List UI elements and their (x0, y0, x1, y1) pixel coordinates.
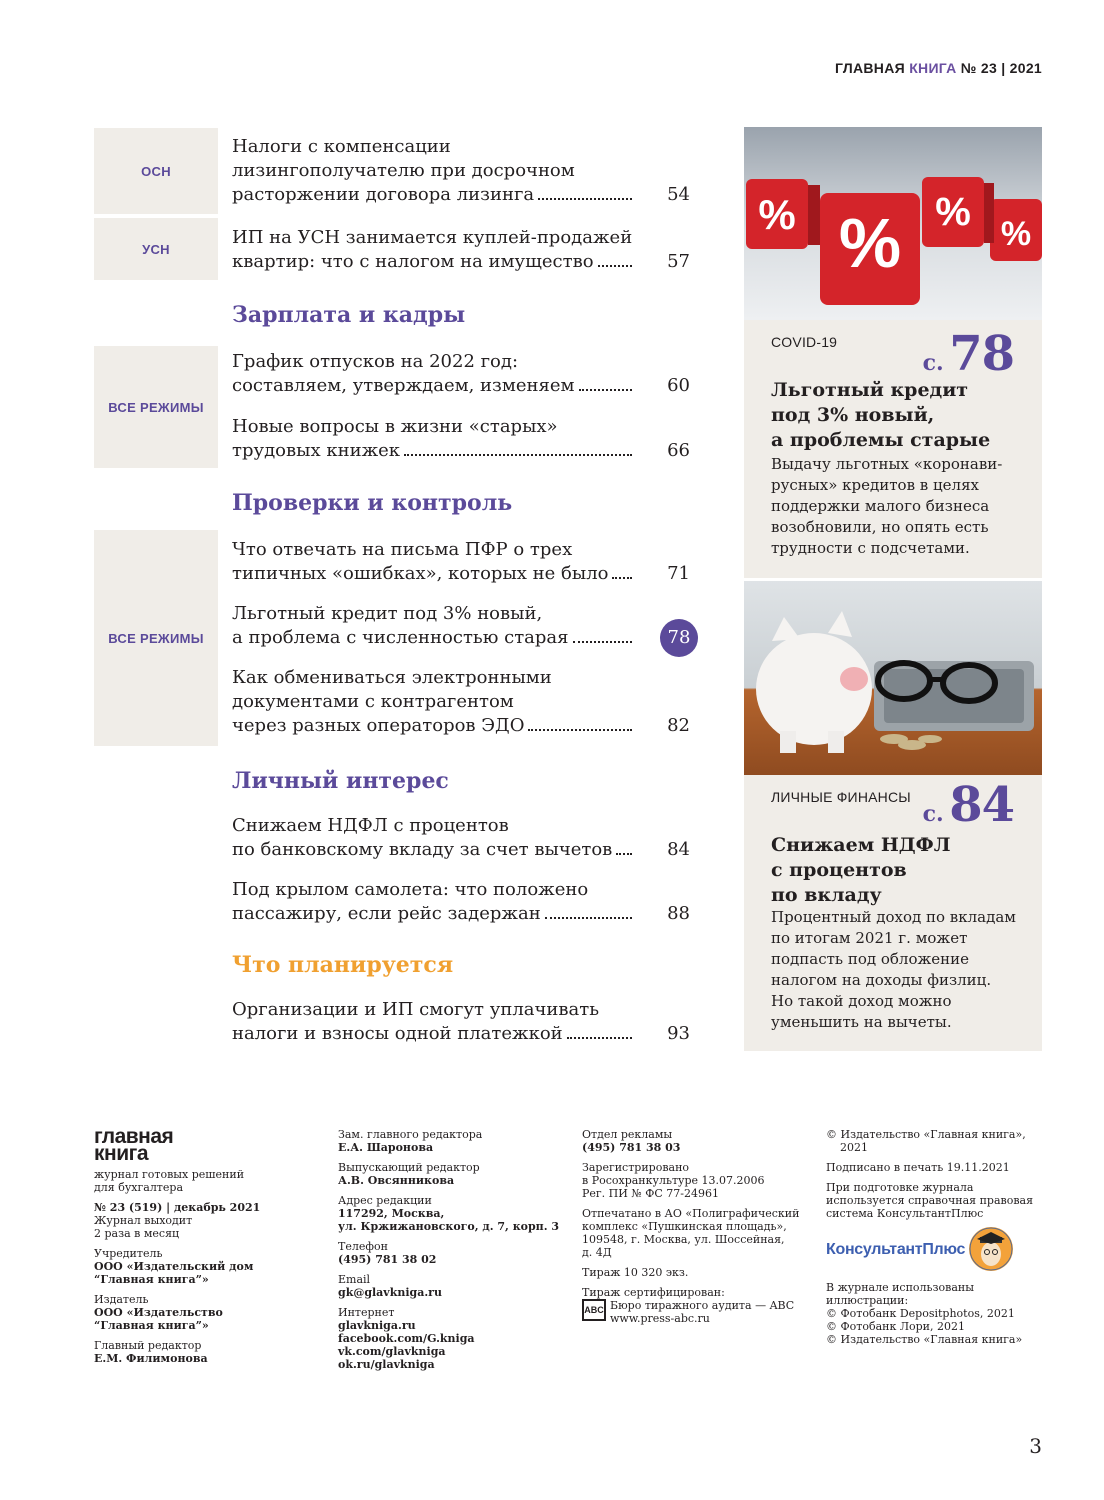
title-line: с процентов (771, 859, 907, 881)
link-press-abc[interactable]: www.press-abc.ru (610, 1312, 710, 1325)
text-line: Выдачу льготных «коронави- (771, 455, 1003, 473)
entry-line: типичных «ошибках», которых не было (232, 563, 609, 584)
entry-line: пассажиру, если рейс задержан (232, 903, 541, 924)
leader-dots (598, 265, 632, 267)
card-title (771, 378, 990, 453)
entry-line: Налоги с компенсации (232, 136, 451, 157)
title-line: Снижаем НДФЛ (771, 834, 951, 856)
leader-dots (528, 729, 632, 731)
toc-group-inspections (94, 530, 694, 746)
certification: Тираж сертифицирован: ABC Бюро тиражного аудита — ABC www.press-abc.ru (582, 1286, 795, 1325)
text-line: русных» кредитов в целях (771, 476, 979, 494)
entry-line: Снижаем НДФЛ с процентов (232, 815, 509, 836)
entry-line: через разных операторов ЭДО (232, 715, 525, 736)
entry-line: квартир: что с налогом на имущество (232, 251, 594, 272)
entry-line: ИП на УСН занимается куплей-продажей (232, 227, 633, 248)
entry-line: Как обмениваться электронными (232, 667, 552, 688)
entry-line: документами с контрагентом (232, 691, 514, 712)
illustrations-credits: В журнале использованы иллюстрации: © Фотобанк Depositphotos, 2021 © Фотобанк Лори, 2021 © Издательство «Главная книга» (826, 1281, 1023, 1346)
leader-dots (404, 454, 632, 456)
header-issue: № 23 | 2021 (960, 60, 1042, 76)
section-title-planned: Что планируется (232, 952, 454, 978)
regime-label: ВСЕ РЕЖИМЫ (94, 346, 218, 468)
entry-line: Новые вопросы в жизни «старых» (232, 416, 558, 437)
text-line: Процентный доход по вкладам (771, 908, 1016, 926)
section-title-personal: Личный интерес (232, 768, 449, 794)
header-brand-main: ГЛАВНАЯ (834, 60, 905, 76)
section-title-inspections: Проверки и контроль (232, 490, 513, 516)
leader-dots (538, 198, 632, 200)
entry-line: составляем, утверждаем, изменяем (232, 375, 575, 396)
toc-entry-highlighted[interactable] (232, 602, 694, 650)
highlighted-page-badge: 78 (660, 619, 698, 657)
entry-line: по банковскому вкладу за счет вычетов (232, 839, 613, 860)
frequency: Журнал выходит 2 раза в месяц (94, 1214, 193, 1240)
magazine-logo (94, 1125, 314, 1165)
imprint-col-2 (338, 1128, 568, 1378)
leader-dots (616, 853, 632, 855)
imprint-col-3 (582, 1128, 812, 1332)
folio: 3 (1029, 1434, 1042, 1458)
text-line: поддержки малого бизнеса (771, 497, 990, 515)
percent-sign: % (838, 204, 902, 282)
abc-logo-icon: ABC (582, 1299, 606, 1321)
toc-entry[interactable] (232, 538, 694, 586)
toc-entry[interactable] (232, 226, 694, 274)
consultant-plus-wordmark: КонсультантПлюс (826, 1240, 966, 1258)
entry-line: налоги и взносы одной платежкой (232, 1023, 563, 1044)
text-line: Но такой доход можно (771, 992, 952, 1010)
percent-sign: % (1000, 215, 1032, 253)
founder: Учредитель ООО «Издательский дом “Главная книга”» (94, 1247, 254, 1286)
page-number-ref: 57 (667, 251, 690, 272)
signed-to-print: Подписано в печать 19.11.2021 (826, 1161, 1010, 1174)
text-line: уменьшить на вычеты. (771, 1013, 952, 1031)
card-description (771, 907, 1016, 1033)
leader-dots (612, 577, 632, 579)
entry-line: График отпусков на 2022 год: (232, 351, 519, 372)
page-prefix: с. (922, 350, 944, 376)
entry-line: лизингополучателю при досрочном (232, 160, 575, 181)
sidebar-card-covid[interactable] (744, 320, 1042, 578)
toc-group-personal (94, 814, 694, 926)
toc-group-planned (94, 998, 694, 1046)
entry-line: трудовых книжек (232, 440, 401, 461)
toc-entry[interactable] (232, 814, 694, 862)
leader-dots (567, 1037, 632, 1039)
running-header (835, 60, 1042, 76)
card-page-ref (923, 326, 1014, 382)
ads-department: Отдел рекламы (495) 781 38 03 (582, 1128, 681, 1154)
link-ok[interactable]: ok.ru/glavkniga (338, 1358, 435, 1371)
internet: Интернет glavkniga.ru facebook.com/G.kniga vk.com/glavkniga ok.ru/glavkniga (338, 1306, 475, 1371)
editorial-address: Адрес редакции 117292, Москва, ул. Кржижановского, д. 7, корп. 3 (338, 1194, 560, 1233)
text-line: трудности с подсчетами. (771, 539, 970, 557)
page-number-ref: 84 (667, 839, 690, 860)
issuing-editor: Выпускающий редактор А.В. Овсянникова (338, 1161, 480, 1187)
card-title (771, 833, 951, 908)
consultant-plus-emblem-icon (969, 1227, 1013, 1271)
card-rubric: COVID-19 (771, 334, 838, 350)
header-brand-accent: КНИГА (909, 60, 957, 76)
percent-sign: % (758, 191, 796, 238)
regime-label: ОСН (94, 128, 218, 214)
legal-system-note: При подготовке журнала используется справочная правовая система КонсультантПлюс (826, 1181, 1034, 1220)
toc-group-osn (94, 128, 694, 214)
sidebar-card-finance[interactable] (744, 775, 1042, 1051)
title-line: а проблемы старые (771, 429, 991, 451)
tagline: журнал готовых решений для бухгалтера (94, 1168, 245, 1194)
leader-dots (545, 917, 632, 919)
page-number-ref: 66 (667, 440, 690, 461)
page-big-number: 84 (949, 777, 1014, 833)
page-number-ref: 60 (667, 375, 690, 396)
imprint-col-1 (94, 1125, 314, 1372)
card-page-ref (923, 777, 1014, 833)
title-line: под 3% новый, (771, 404, 935, 426)
page-number-ref: 82 (667, 715, 690, 736)
regime-label: ВСЕ РЕЖИМЫ (94, 530, 218, 746)
phone: Телефон (495) 781 38 02 (338, 1240, 437, 1266)
table-of-contents (94, 128, 694, 1046)
piggy-bank-photo (744, 581, 1042, 775)
entry-line: Что отвечать на письма ПФР о трех (232, 539, 573, 560)
card-rubric: ЛИЧНЫЕ ФИНАНСЫ (771, 789, 911, 805)
toc-group-salary (94, 346, 694, 468)
toc-entry[interactable] (232, 415, 694, 463)
link-site[interactable]: glavkniga.ru (338, 1319, 416, 1332)
link-facebook[interactable]: facebook.com/G.kniga (338, 1332, 475, 1345)
toc-entry[interactable] (232, 350, 694, 398)
entry-line: Организации и ИП смогут уплачивать (232, 999, 600, 1020)
percent-cubes-photo (744, 127, 1042, 320)
printing-house: Отпечатано в АО «Полиграфический комплекс «Пушкинская площадь», 109548, г. Москва, ул. Шоссейная, д. 4Д (582, 1207, 800, 1259)
copyright: © Издательство «Главная книга», 2021 (826, 1128, 1026, 1154)
page-number-ref: 88 (667, 903, 690, 924)
text-line: возобновили, но опять есть (771, 518, 989, 536)
toc-entry[interactable] (232, 135, 694, 207)
page-big-number: 78 (949, 326, 1014, 382)
percent-sign: % (935, 190, 971, 234)
text-line: подпасть под обложение (771, 950, 970, 968)
leader-dots (579, 389, 632, 391)
consultant-plus-logo (826, 1227, 1046, 1271)
text-line: налогом на доходы физлиц. (771, 971, 992, 989)
issue-info: № 23 (519) | декабрь 2021 (94, 1201, 261, 1214)
card-description (771, 454, 1002, 559)
title-line: Льготный кредит (771, 379, 969, 401)
text-line: по итогам 2021 г. может (771, 929, 968, 947)
toc-entry[interactable] (232, 878, 694, 926)
logo-line: главная (94, 1125, 174, 1148)
title-line: по вкладу (771, 884, 882, 906)
chief-editor: Главный редактор Е.М. Филимонова (94, 1339, 208, 1365)
entry-line: Под крылом самолета: что положено (232, 879, 589, 900)
page-prefix: с. (922, 801, 944, 827)
toc-entry[interactable] (232, 998, 694, 1046)
registration: Зарегистрировано в Росохранкультуре 13.07.2006 Рег. ПИ № ФС 77-24961 (582, 1161, 765, 1200)
entry-line: а проблема с численностью старая (232, 627, 569, 648)
page-number-ref: 93 (667, 1023, 690, 1044)
toc-entry[interactable] (232, 666, 694, 738)
email: Email gk@glavkniga.ru (338, 1273, 442, 1299)
toc-group-usn (94, 218, 694, 280)
entry-line: расторжении договора лизинга (232, 184, 535, 205)
entry-line: Льготный кредит под 3% новый, (232, 603, 543, 624)
leader-dots (573, 641, 633, 643)
deputy-editor: Зам. главного редактора Е.А. Шаронова (338, 1128, 483, 1154)
link-vk[interactable]: vk.com/glavkniga (338, 1345, 446, 1358)
logo-line: книга (94, 1142, 149, 1165)
page-number-ref: 54 (667, 184, 690, 205)
section-title-salary: Зарплата и кадры (232, 302, 466, 328)
circulation: Тираж 10 320 экз. (582, 1266, 689, 1279)
page-number-ref: 71 (667, 563, 690, 584)
publisher: Издатель ООО «Издательство “Главная книга”» (94, 1293, 223, 1332)
imprint-col-4 (826, 1128, 1046, 1353)
regime-label: УСН (94, 218, 218, 280)
